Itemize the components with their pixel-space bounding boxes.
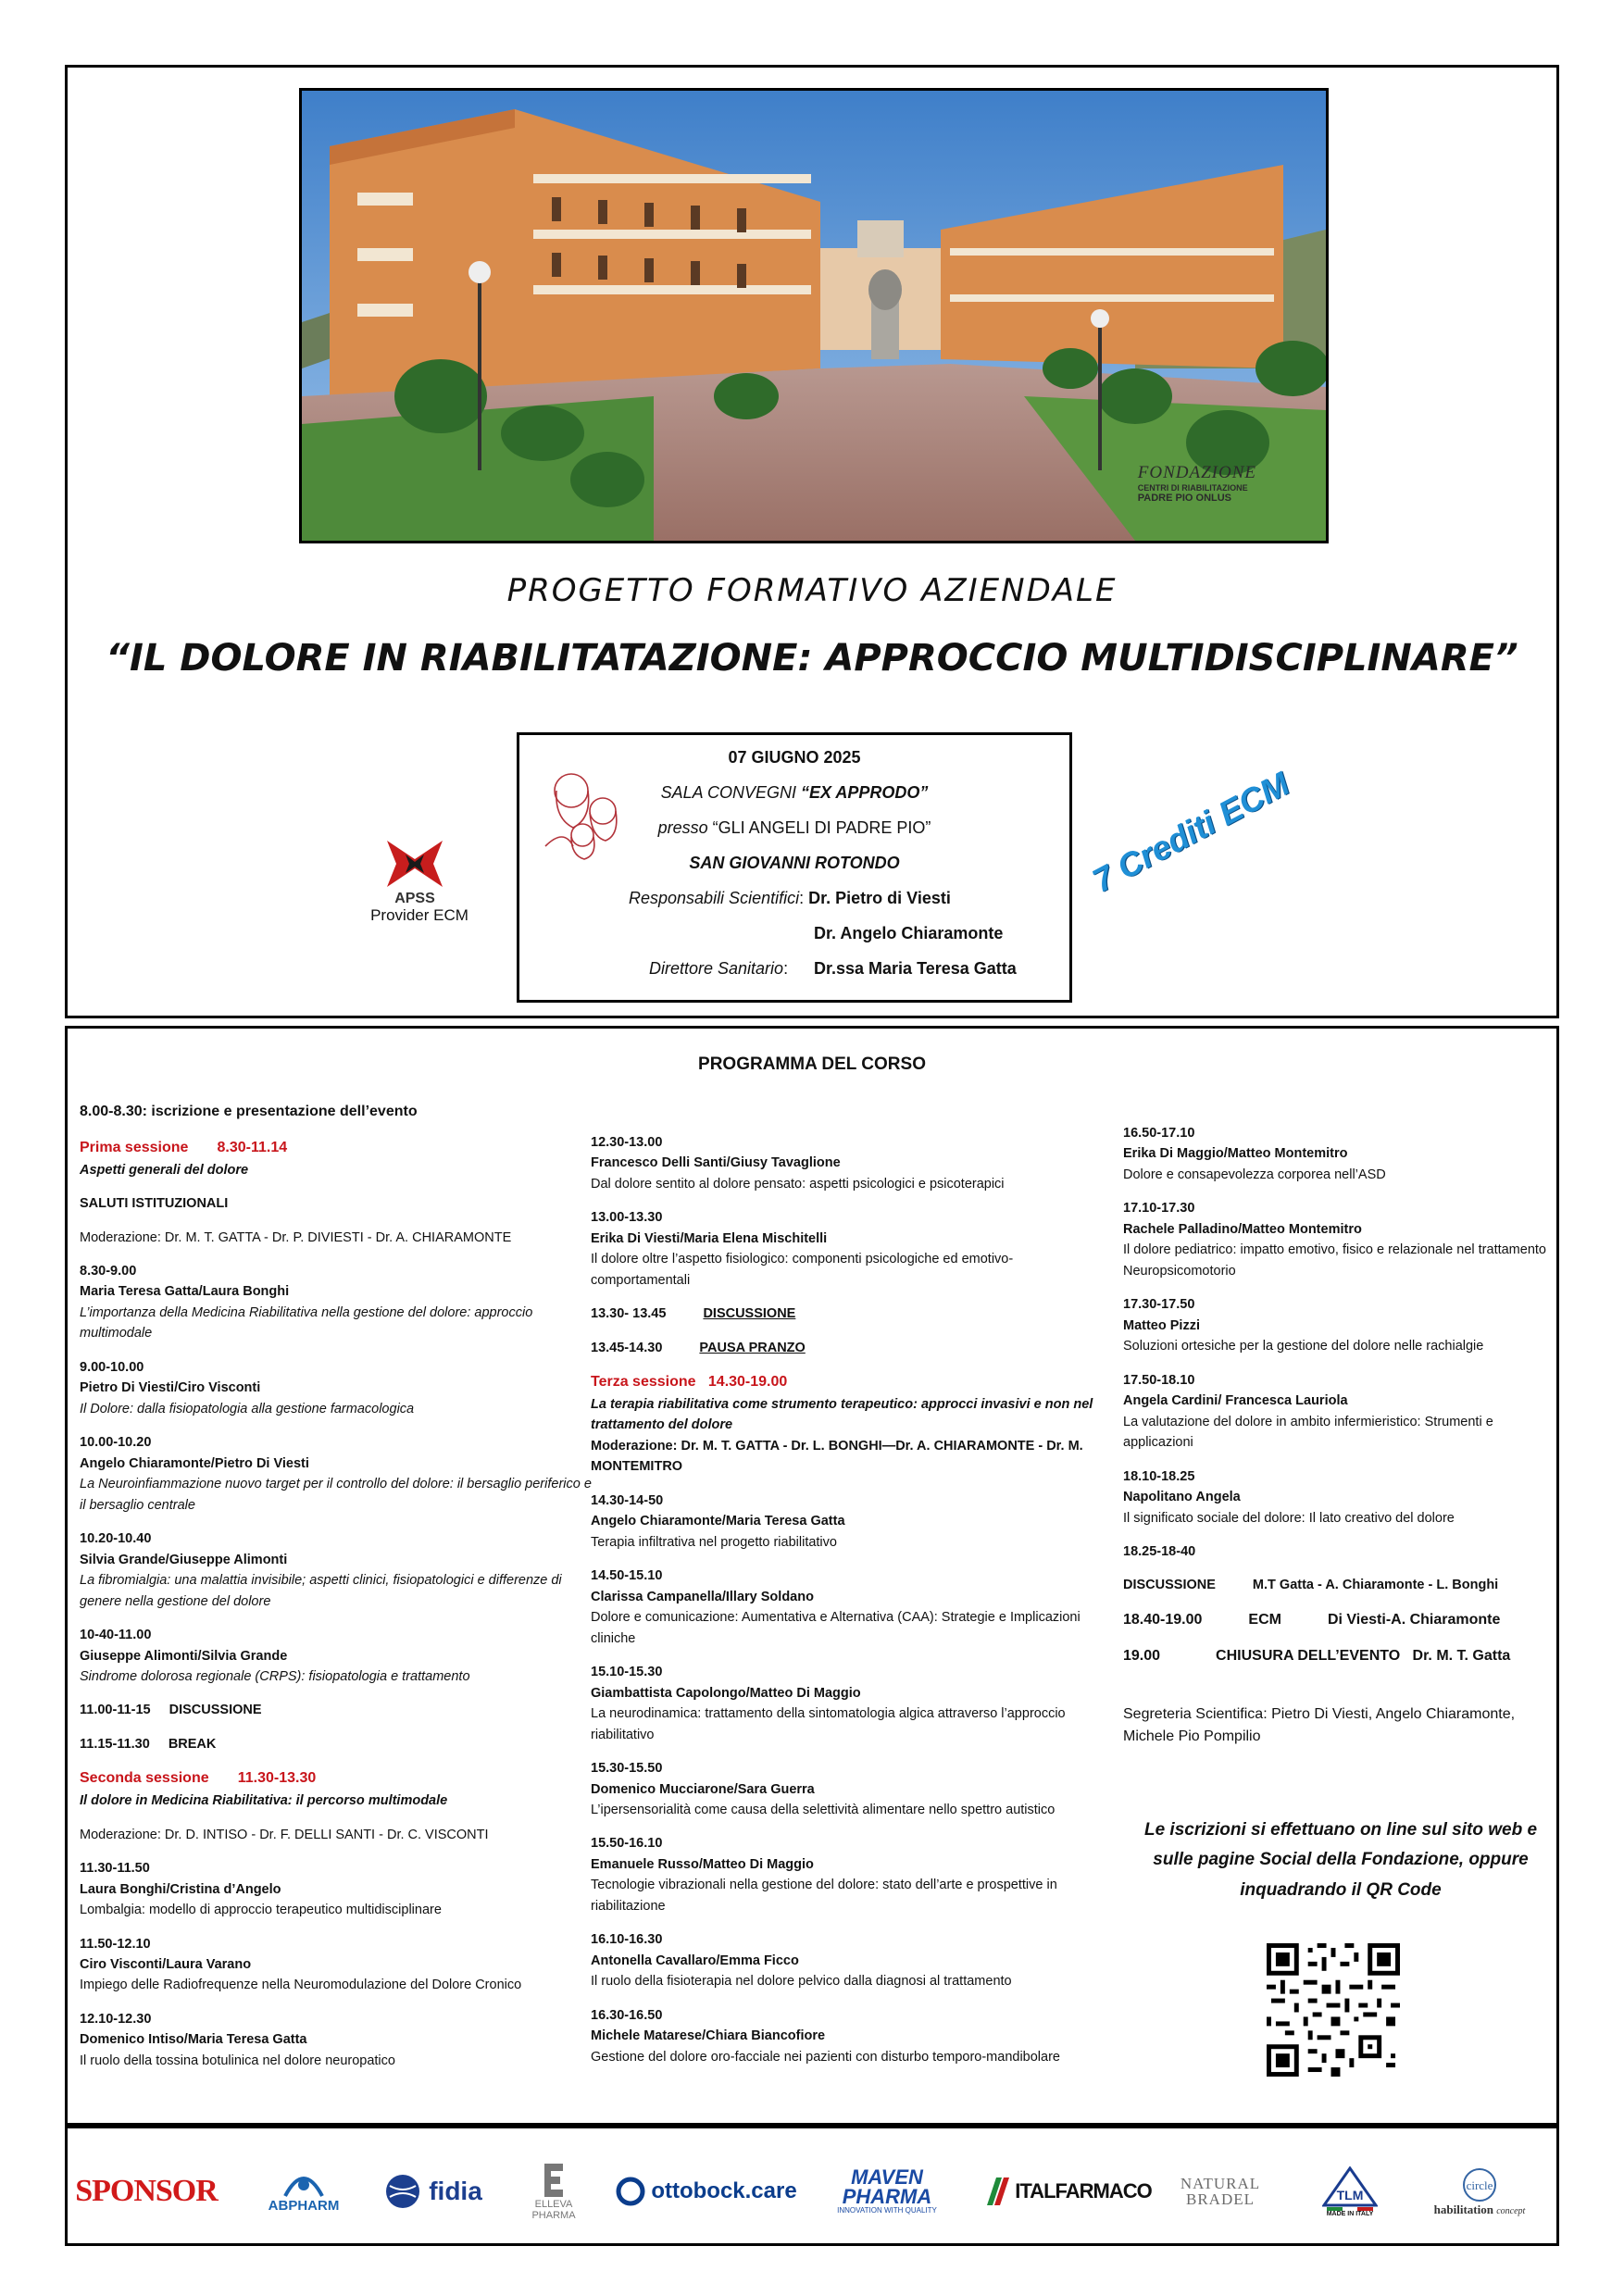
session-1-subtitle: Aspetti generali del dolore	[80, 1162, 249, 1178]
sponsor-title	[77, 2154, 216, 2228]
closing-time: 19.00	[1123, 1647, 1161, 1664]
discussion-row	[591, 1304, 1109, 1324]
session-3-subtitle: La terapia riabilitativa come strumento terapeutico: approcci invasivi e non nel trattamento del dolore	[591, 1397, 1093, 1433]
slot-speaker: Angela Cardini/ Francesca Lauriola	[1123, 1393, 1348, 1409]
event-info-box	[517, 732, 1072, 1003]
break-row	[80, 1734, 598, 1754]
program-column-2	[591, 1132, 1109, 2067]
fidia-name: fidia	[429, 2177, 482, 2205]
slot-time: 14.30-14-50	[591, 1492, 664, 1508]
slot-speaker: Laura Bonghi/Cristina d’Angelo	[80, 1881, 281, 1897]
discussion-label: DISCUSSIONE	[169, 1703, 262, 1718]
break-label: BREAK	[168, 1736, 217, 1752]
building-photo	[299, 88, 1329, 543]
slot-description: Impiego delle Radiofrequenze nella Neuromodulazione del Dolore Cronico	[80, 1978, 522, 1993]
sponsor-frame	[65, 2126, 1559, 2246]
slot-time: 8.30-9.00	[80, 1264, 137, 1279]
apss-logo-icon	[378, 836, 452, 892]
session-3-label: Terza sessione	[591, 1374, 696, 1391]
slot-speaker: Rachele Palladino/Matteo Montemitro	[1123, 1221, 1362, 1237]
slot-time: 13.00-13.30	[591, 1210, 663, 1226]
circle-logo-text: circle	[1466, 2178, 1493, 2192]
event-presso	[519, 818, 1069, 838]
slot-speaker: Giuseppe Alimonti/Silvia Grande	[80, 1648, 288, 1664]
fondazione-logo	[1138, 463, 1256, 504]
slot-time: 17.10-17.30	[1123, 1201, 1195, 1217]
slot-description: Dolore e consapevolezza corporea nell’ASD	[1123, 1167, 1386, 1182]
session-3-header	[591, 1371, 1109, 1394]
event-sala	[519, 783, 1069, 803]
slot-time: 15.30-15.50	[591, 1761, 663, 1777]
sponsor-fidia	[373, 2154, 493, 2228]
moderation-3: Moderazione: Dr. M. T. GATTA - Dr. L. BONGHI—Dr. A. CHIARAMONTE - Dr. M. MONTEMITRO	[591, 1438, 1083, 1475]
slot-description: La neurodinamica: trattamento della sintomatologia algica attraverso l’approccio riabilitativo	[591, 1706, 1066, 1742]
slot-description: Lombalgia: modello di approccio terapeutico multidisciplinare	[80, 1903, 442, 1918]
sponsor-elleva	[512, 2154, 595, 2228]
slot-description: Terapia infiltrativa nel progetto riabilitativo	[591, 1534, 837, 1550]
slot-time: 15.10-15.30	[591, 1665, 663, 1680]
maven-name-1: MAVEN	[851, 2165, 923, 2189]
slot-time: 12.30-13.00	[591, 1135, 663, 1150]
fondazione-logo-line2: CENTRI DI RIABILITAZIONE	[1137, 483, 1248, 493]
ottobock-logo-icon	[616, 2177, 645, 2206]
fondazione-logo-line3: PADRE PIO ONLUS	[1137, 493, 1232, 504]
ecm-row	[1123, 1609, 1558, 1632]
slot-speaker: Napolitano Angela	[1123, 1490, 1241, 1505]
slot-description: Il dolore oltre l’aspetto fisiologico: componenti psicologiche ed emotivo-comportamentali	[591, 1252, 1014, 1288]
slot-speaker: Domenico Mucciarone/Sara Guerra	[591, 1781, 815, 1797]
abpharm-name: ABPHARM	[268, 2197, 340, 2214]
slot-time: 16.50-17.10	[1123, 1126, 1195, 1141]
slot-speaker: Erika Di Viesti/Maria Elena Mischitelli	[591, 1230, 828, 1246]
slot-speaker: Silvia Grande/Giuseppe Alimonti	[80, 1552, 288, 1567]
slot-time: 14.50-15.10	[591, 1568, 663, 1584]
padre-pio-sketch-icon	[536, 763, 638, 865]
qr-code-icon[interactable]	[1267, 1943, 1400, 2077]
event-date: 07 GIUGNO 2025	[728, 748, 861, 767]
header-frame	[65, 65, 1559, 1018]
fondazione-logo-line1: FONDAZIONE	[1137, 463, 1256, 482]
ecm-time: 18.40-19.00	[1123, 1611, 1203, 1628]
session-1-label: Prima sessione	[80, 1139, 189, 1155]
slot-description: La valutazione del dolore in ambito infermieristico: Strumenti e applicazioni	[1123, 1414, 1493, 1451]
slot-speaker: Matteo Pizzi	[1123, 1317, 1200, 1333]
closing-label-names	[1216, 1645, 1510, 1668]
slot-time: 10.20-10.40	[80, 1531, 152, 1547]
slot-time: 16.10-16.30	[591, 1932, 663, 1948]
event-sala-name: “EX APPRODO”	[801, 783, 929, 802]
event-presso-name: “GLI ANGELI DI PADRE PIO”	[712, 818, 931, 837]
project-title: “IL DOLORE IN RIABILITATAZIONE: APPROCCIO MULTIDISCIPLINARE”	[106, 637, 1518, 680]
moderation-2: Moderazione: Dr. D. INTISO - Dr. F. DELLI SANTI - Dr. C. VISCONTI	[80, 1827, 489, 1842]
provider-label: Provider ECM	[370, 906, 468, 924]
natural-name-1: NATURAL	[1180, 2175, 1261, 2192]
elleva-logo-icon	[540, 2162, 568, 2199]
slot-description: Sindrome dolorosa regionale (CRPS): fisiopatologia e trattamento	[80, 1668, 470, 1684]
slot-speaker: Erika Di Maggio/Matteo Montemitro	[1123, 1146, 1348, 1162]
maven-name-2: PHARMA	[842, 2184, 932, 2208]
slot-description: La fibromialgia: una malattia invisibile; aspetti clinici, fisiopatologici e differenze di genere nella gestione del dolore	[80, 1573, 562, 1609]
moderation-1: Moderazione: Dr. M. T. GATTA - Dr. P. DIVIESTI - Dr. A. CHIARAMONTE	[80, 1229, 512, 1245]
slot-description: Il Dolore: dalla fisiopatologia alla gestione farmacologica	[80, 1401, 415, 1416]
slot-description: Il ruolo della tossina botulinica nel dolore neuropatico	[80, 2053, 395, 2068]
lunch-label: PAUSA PRANZO	[699, 1340, 806, 1355]
sponsor-abpharm	[244, 2154, 364, 2228]
slot-description: Soluzioni ortesiche per la gestione del dolore nelle rachialgie	[1123, 1339, 1484, 1354]
dir-name: Dr.ssa Maria Teresa Gatta	[814, 959, 1017, 978]
apss-logo-text: APSS	[394, 891, 435, 906]
resp-name-2: Dr. Angelo Chiaramonte	[814, 924, 1004, 942]
tlm-made-in-italy: MADE IN ITALY	[1326, 2210, 1374, 2217]
slot-time: 18.25-18-40	[1123, 1543, 1196, 1559]
natural-name-2: BRADEL	[1186, 2190, 1255, 2208]
slot-speaker: Maria Teresa Gatta/Laura Bonghi	[80, 1284, 290, 1300]
session-2-label: Seconda sessione	[80, 1770, 209, 1787]
elleva-name	[531, 2199, 575, 2221]
slot-speaker: Clarissa Campanella/Illary Soldano	[591, 1589, 814, 1604]
lunch-time: 13.45-14.30	[591, 1340, 663, 1355]
slot-description: L’ipersensorialità come causa della selettività alimentare nello spettro autistico	[591, 1802, 1056, 1817]
slot-speaker: Ciro Visconti/Laura Varano	[80, 1956, 252, 1972]
sponsor-title-text: SPONSOR	[75, 2174, 218, 2208]
slot-time: 17.50-18.10	[1123, 1372, 1195, 1388]
slot-description: Il dolore pediatrico: impatto emotivo, fisico e relazionale nel trattamento Neuropsicomotorio	[1123, 1242, 1546, 1279]
lunch-row	[591, 1338, 1109, 1358]
tlm-logo-icon	[1322, 2166, 1378, 2207]
ecm-names: Di Viesti-A. Chiaramonte	[1327, 1611, 1501, 1628]
segreteria: Segreteria Scientifica: Pietro Di Viesti, Angelo Chiaramonte, Michele Pio Pompilio	[1123, 1705, 1516, 1745]
session-2-header	[80, 1767, 598, 1791]
intro-line: 8.00-8.30: iscrizione e presentazione dell’evento	[80, 1104, 418, 1119]
saluti: SALUTI ISTITUZIONALI	[80, 1196, 229, 1212]
final-discussion-row	[1123, 1575, 1558, 1595]
slot-speaker: Giambattista Capolongo/Matteo Di Maggio	[591, 1685, 861, 1701]
discussion-label: DISCUSSIONE	[703, 1306, 796, 1322]
final-discussion-label: DISCUSSIONE	[1123, 1578, 1216, 1593]
session-3-time: 14.30-19.00	[707, 1374, 788, 1391]
slot-description: Gestione del dolore oro-facciale nei pazienti con disturbo temporo-mandibolare	[591, 2049, 1060, 2065]
slot-speaker: Antonella Cavallaro/Emma Ficco	[591, 1953, 799, 1968]
event-city: SAN GIOVANNI ROTONDO	[689, 854, 900, 872]
slot-time: 12.10-12.30	[80, 2011, 152, 2027]
slot-speaker: Angelo Chiaramonte/Maria Teresa Gatta	[591, 1514, 845, 1529]
dir-label: Direttore Sanitario	[649, 959, 784, 978]
elleva-name-2: PHARMA	[531, 2210, 576, 2221]
slot-speaker: Domenico Intiso/Maria Teresa Gatta	[80, 2032, 307, 2048]
elleva-name-1: ELLEVA	[534, 2198, 573, 2210]
sponsor-tlm	[1299, 2154, 1401, 2228]
slot-speaker: Michele Matarese/Chiara Biancofiore	[591, 2028, 826, 2044]
slot-time: 10-40-11.00	[80, 1628, 152, 1643]
circle-name-2: concept	[1496, 2206, 1526, 2216]
slot-description: Il significato sociale del dolore: Il lato creativo del dolore	[1123, 1510, 1455, 1526]
resp-line-1: Responsabili Scientifici: Dr. Pietro di Viesti	[629, 889, 951, 907]
program-column-1	[80, 1101, 598, 2071]
closing-names: Dr. M. T. Gatta	[1412, 1647, 1511, 1664]
program-frame	[65, 1026, 1559, 2126]
slot-time: 11.30-11.50	[80, 1861, 150, 1877]
sponsor-maven	[808, 2154, 966, 2228]
discussion-time: 11.00-11-15	[80, 1703, 151, 1718]
italfarmaco-flag-icon	[983, 2176, 1011, 2207]
sponsor-italfarmaco	[980, 2154, 1156, 2228]
event-sala-prefix: SALA CONVEGNI	[660, 783, 801, 802]
session-2-time: 11.30-13.30	[237, 1770, 317, 1787]
dir-label-line: Direttore Sanitario:	[649, 959, 789, 978]
event-presso-prefix: presso	[657, 818, 713, 837]
slot-time: 15.50-16.10	[591, 1836, 663, 1852]
circle-name-1: habilitation	[1433, 2202, 1493, 2216]
slot-time: 10.00-10.20	[80, 1435, 152, 1451]
maven-tagline: INNOVATION WITH QUALITY	[837, 2206, 937, 2215]
resp-label: Responsabili Scientifici	[629, 889, 800, 907]
fidia-globe-icon	[384, 2173, 421, 2210]
break-time: 11.15-11.30	[80, 1736, 150, 1752]
slot-time: 9.00-10.00	[80, 1359, 144, 1375]
session-1-time: 8.30-11.14	[217, 1139, 288, 1155]
slot-description: Dal dolore sentito al dolore pensato: aspetti psicologici e psicoterapici	[591, 1176, 1005, 1192]
registration-note: Le iscrizioni si effettuano on line sul sito web e sulle pagine Social della Fondazione, oppure inquadrando il QR Code	[1143, 1820, 1538, 1900]
session-2-subtitle: Il dolore in Medicina Riabilitativa: il percorso multimodale	[80, 1793, 448, 1809]
slot-time: 18.10-18.25	[1123, 1468, 1195, 1484]
sponsor-circle	[1415, 2154, 1544, 2228]
session-1-header	[80, 1137, 598, 1160]
slot-speaker: Angelo Chiaramonte/Pietro Di Viesti	[80, 1455, 309, 1471]
discussion-row	[80, 1700, 598, 1720]
slot-description: Il ruolo della fisioterapia nel dolore pelvico dalla diagnosi al trattamento	[591, 1974, 1012, 1990]
circle-logo-icon	[1456, 2166, 1503, 2203]
slot-speaker: Pietro Di Viesti/Ciro Visconti	[80, 1380, 261, 1396]
apss-logo	[373, 836, 456, 907]
italfarmaco-name: ITALFARMACO	[1015, 2179, 1152, 2202]
slot-description: L’importanza della Medicina Riabilitativa nella gestione del dolore: approccio multimodale	[80, 1304, 533, 1341]
abpharm-logo-icon	[281, 2170, 327, 2198]
slot-description: Tecnologie vibrazionali nella gestione del dolore: stato dell’arte e prospettive in riabilitazione	[591, 1878, 1057, 1914]
closing-label: CHIUSURA DELL’EVENTO	[1216, 1647, 1401, 1664]
closing-row	[1123, 1645, 1558, 1668]
circle-name	[1434, 2203, 1526, 2216]
slot-time: 11.50-12.10	[80, 1936, 151, 1952]
slot-description: La Neuroinfiammazione nuovo target per il controllo del dolore: il bersaglio periferico e il bersaglio centrale	[80, 1477, 592, 1513]
slot-speaker: Emanuele Russo/Matteo Di Maggio	[591, 1856, 814, 1872]
slot-speaker: Francesco Delli Santi/Giusy Tavaglione	[591, 1155, 841, 1171]
sponsor-ottobock	[609, 2154, 804, 2228]
slot-time: 16.30-16.50	[591, 2007, 663, 2023]
discussion-time: 13.30- 13.45	[591, 1306, 667, 1322]
tlm-logo-text: TLM	[1336, 2187, 1364, 2202]
project-subtitle: PROGETTO FORMATIVO AZIENDALE	[506, 572, 1118, 609]
program-column-3	[1123, 1123, 1558, 1749]
ottobock-name: ottobock.care	[651, 2178, 797, 2203]
ecm-credits-badge: 7 Crediti ECM	[1086, 764, 1296, 900]
resp-name-1: Dr. Pietro di Viesti	[808, 889, 951, 907]
ecm-label: ECM	[1248, 1611, 1281, 1628]
program-title: PROGRAMMA DEL CORSO	[698, 1054, 926, 1074]
slot-time: 17.30-17.50	[1123, 1297, 1195, 1313]
sponsor-natural-bradel	[1160, 2154, 1280, 2228]
slot-description: Dolore e comunicazione: Aumentativa e Alternativa (CAA): Strategie e Implicazioni cliniche	[591, 1610, 1081, 1646]
final-discussion-names: M.T Gatta - A. Chiaramonte - L. Bonghi	[1252, 1578, 1499, 1593]
